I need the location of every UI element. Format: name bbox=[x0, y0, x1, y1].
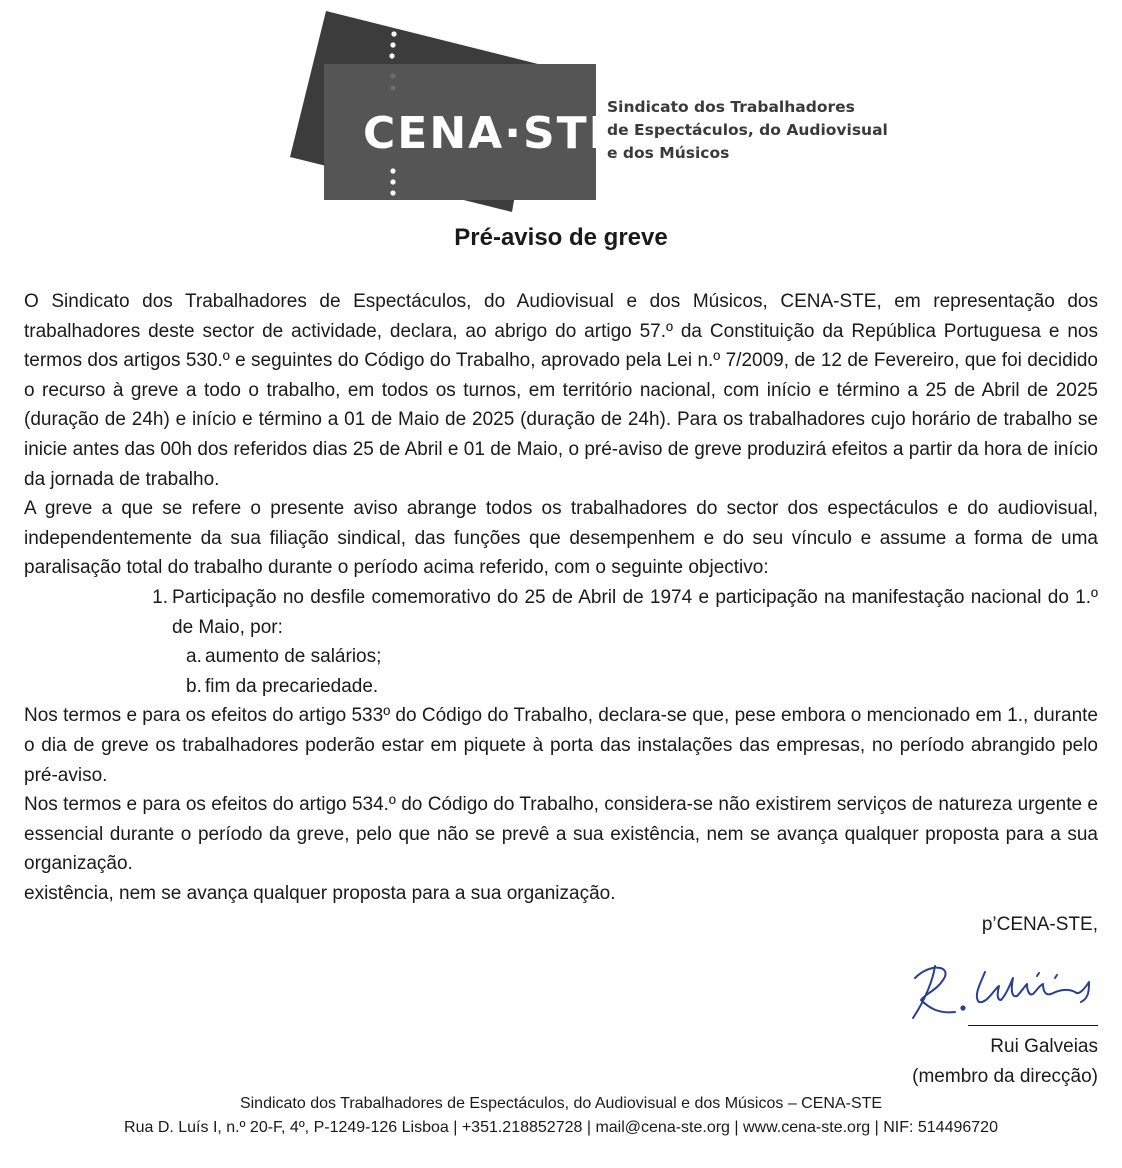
list-number: 1. bbox=[152, 586, 168, 608]
handwritten-signature bbox=[903, 958, 1098, 1022]
paragraph: A greve a que se refere o presente aviso abrange todos os trabalhadores do sector dos espectáculos e do audiovisual, independentemente da sua filiação sindical, das funções que desempenhem e do seu vínculo e assume a forma de uma paralisação total do trabalho durante o período acima referido, com o seguinte objectivo: bbox=[24, 498, 1098, 579]
paragraph: O Sindicato dos Trabalhadores de Espectáculos, do Audiovisual e dos Músicos, CENA-STE, em representação dos trabalhadores deste sector de actividade, declara, ao abrigo do artigo 57.º da Constituição da República Portuguesa e nos termos dos artigos 530.º e seguintes do Código do Trabalho, aprovado pela Lei n.º 7/2009, de 12 de Fevereiro, que foi decidido o recurso à greve a todo o trabalho, em todos os turnos, em território nacional, com início e término a 25 de Abril de 2025 (duração de 24h) e início e término a 01 de Maio de 2025 (duração de 24h). Para os trabalhadores cujo horário de trabalho se inicie antes das 00h dos referidos dias 25 de Abril e 01 de Maio, o pré-aviso de greve produzirá efeitos a partir da hora de início da jornada de trabalho. bbox=[24, 291, 1098, 490]
org-name-line: Sindicato dos Trabalhadores bbox=[607, 98, 855, 116]
logo-dot bbox=[389, 53, 394, 58]
objective-list bbox=[24, 583, 1098, 642]
signatory-name: Rui Galveias bbox=[990, 1036, 1098, 1057]
org-name-line: e dos Músicos bbox=[607, 144, 730, 162]
signature-line bbox=[968, 1025, 1098, 1026]
signature-closing: p’CENA-STE, bbox=[981, 914, 1098, 935]
logo-dot bbox=[390, 179, 395, 184]
logo-wordmark: CENA·STE bbox=[363, 108, 621, 159]
paragraph: existência, nem se avança qualquer proposta para a sua organização. bbox=[24, 882, 616, 904]
document-title: Pré-aviso de greve bbox=[454, 224, 668, 251]
sub-list-text: aumento de salários; bbox=[205, 646, 382, 668]
sub-list bbox=[24, 642, 1098, 701]
signatory bbox=[912, 1032, 1098, 1091]
list-item-text: Participação no desfile comemorativo do 25 de Abril de 1974 e participação na manifestação nacional do 1.º de Maio, por: bbox=[172, 586, 1098, 638]
paragraph: Nos termos e para os efeitos do artigo 533º do Código do Trabalho, declara-se que, pese embora o mencionado em 1., durante o dia de greve os trabalhadores poderão estar em piquete à porta das instalações das empresas, no período abrangido pelo pré-aviso. bbox=[24, 705, 1098, 786]
signatory-role: (membro da direcção) bbox=[912, 1065, 1098, 1087]
logo-dot bbox=[390, 190, 395, 195]
logo-dot bbox=[390, 85, 395, 90]
list-item bbox=[24, 583, 1098, 642]
paragraph: Nos termos e para os efeitos do artigo 534.º do Código do Trabalho, considera-se não existirem serviços de natureza urgente e essencial durante o período da greve, pelo que não se prevê a sua existência, nem se avança qualquer proposta para a sua organização. bbox=[24, 794, 1098, 875]
logo-dot bbox=[391, 31, 396, 36]
document-body bbox=[24, 287, 1098, 908]
logo-dot bbox=[390, 73, 395, 78]
sub-list-item bbox=[24, 672, 1098, 702]
footer-line: Sindicato dos Trabalhadores de Espectáculos, do Audiovisual e dos Músicos – CENA-STE bbox=[239, 1095, 883, 1112]
sub-list-marker: b. bbox=[186, 675, 202, 697]
footer bbox=[0, 1092, 1122, 1140]
logo-dot bbox=[390, 42, 395, 47]
letterhead bbox=[0, 0, 1122, 220]
sub-list-text: fim da precariedade. bbox=[205, 675, 379, 697]
footer-contact-line: Rua D. Luís I, n.º 20-F, 4º, P-1249-126 Lisboa | +351.218852728 | mail@cena-ste.org | www.cena-ste.org | NIF: 514496720 bbox=[124, 1119, 998, 1136]
logo-dot bbox=[390, 168, 395, 173]
organization-name bbox=[607, 96, 888, 165]
sub-list-marker: a. bbox=[186, 646, 202, 668]
sub-list-item bbox=[24, 642, 1098, 672]
org-name-line: de Espectáculos, do Audiovisual bbox=[607, 121, 888, 139]
